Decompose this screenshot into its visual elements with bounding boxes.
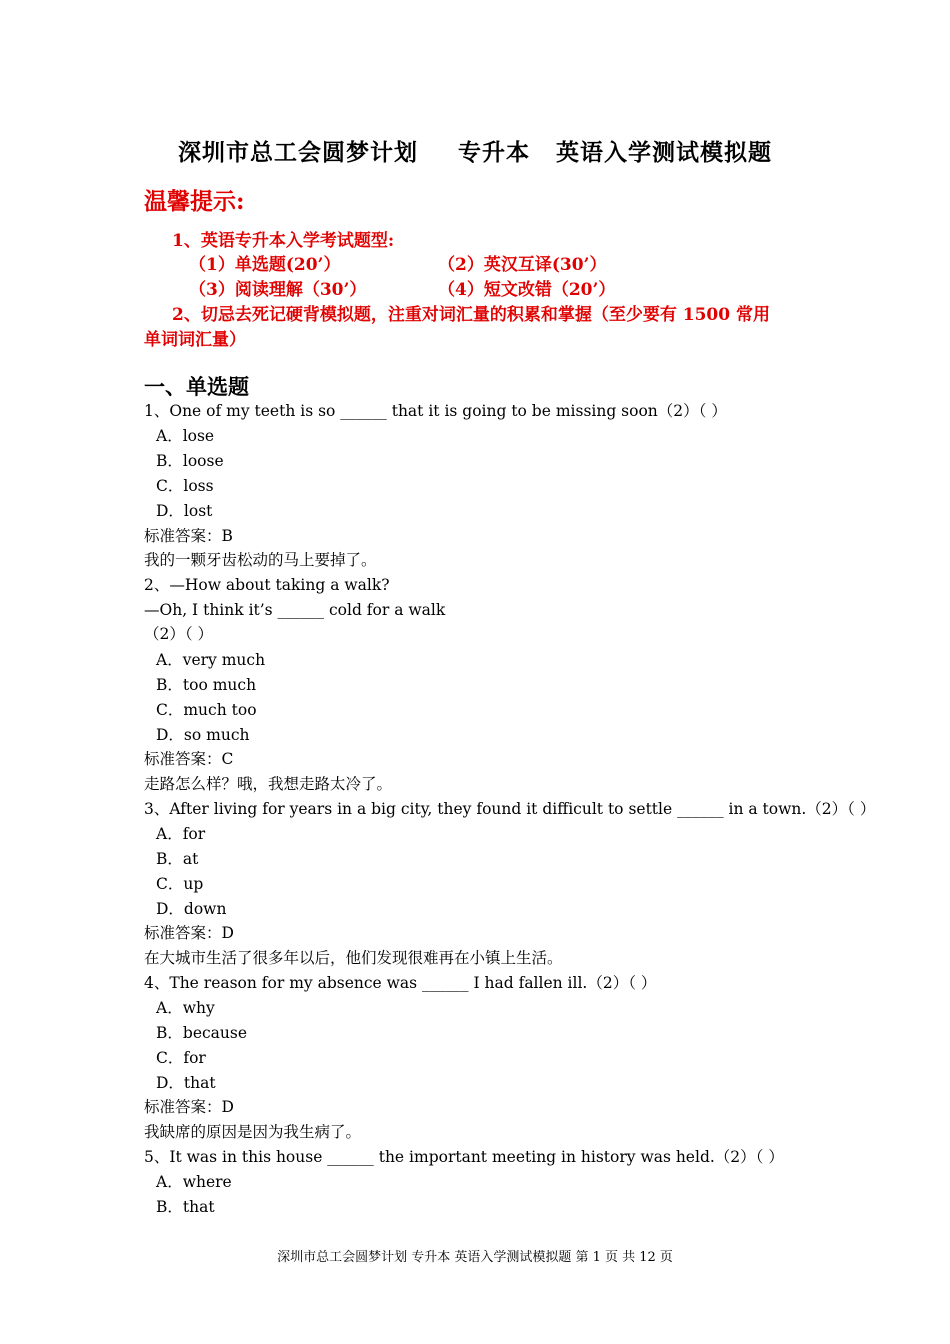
tips-type-3: （3）阅读理解（30’） [189, 280, 367, 300]
question-4-answer: 标准答案：D [144, 1098, 234, 1116]
tips-type-2: （2）英汉互译(30’） [438, 255, 607, 275]
question-4-option-d: D．that [156, 1074, 216, 1092]
question-3-option-b: B．at [156, 850, 199, 868]
title-part-1: 深圳市总工会圆梦计划 [178, 139, 418, 166]
question-1-option-a: A．lose [156, 427, 215, 445]
question-3-stem: 3、After living for years in a big city, they found it difficult to settle ______ in a town.（2）（ ） [144, 800, 876, 818]
page-footer: 深圳市总工会圆梦计划 专升本 英语入学测试模拟题 第 1 页 共 12 页 [277, 1250, 673, 1265]
question-2-answer: 标准答案：C [144, 750, 234, 768]
title-part-2: 专升本 [458, 139, 530, 166]
tips-line-2: 2、切忌去死记硬背模拟题，注重对词汇量的积累和掌握（至少要有 1500 常用 [172, 305, 770, 325]
question-2-option-d: D．so much [156, 726, 250, 744]
question-3-answer: 标准答案：D [144, 924, 234, 942]
question-3-option-c: C．up [156, 875, 204, 893]
question-5-option-b: B．that [156, 1198, 215, 1216]
question-3-option-a: A．for [156, 825, 206, 843]
tips-line-2-continued: 单词词汇量） [144, 330, 246, 350]
question-2-stem-2: —Oh, I think it’s ______ cold for a walk [144, 601, 446, 619]
question-2-stem-3: （2）（ ） [144, 625, 214, 643]
question-1-answer: 标准答案：B [144, 527, 233, 545]
question-2-option-c: C．much too [156, 701, 257, 719]
question-3-explanation: 在大城市生活了很多年以后，他们发现很难再在小镇上生活。 [144, 949, 563, 967]
question-4-option-a: A．why [156, 999, 215, 1017]
question-4-explanation: 我缺席的原因是因为我生病了。 [144, 1123, 362, 1141]
tips-type-1: （1）单选题(20’） [189, 255, 341, 275]
question-1-stem: 1、One of my teeth is so ______ that it is going to be missing soon（2）（ ） [144, 402, 727, 420]
question-3-option-d: D．down [156, 900, 227, 918]
question-5-stem: 5、It was in this house ______ the important meeting in history was held.（2）（ ） [144, 1148, 784, 1166]
question-4-option-b: B．because [156, 1024, 248, 1042]
question-2-option-a: A．very much [156, 651, 266, 669]
question-5-option-a: A．where [156, 1173, 232, 1191]
title-part-3: 英语入学测试模拟题 [556, 139, 772, 166]
tips-type-4: （4）短文改错（20’） [438, 280, 616, 300]
tips-heading: 温馨提示: [144, 188, 245, 215]
page-title [0, 134, 950, 167]
question-1-option-d: D．lost [156, 502, 213, 520]
question-2-explanation: 走路怎么样？哦，我想走路太冷了。 [144, 775, 393, 793]
question-2-option-b: B．too much [156, 676, 257, 694]
question-1-option-b: B．loose [156, 452, 224, 470]
question-4-stem: 4、The reason for my absence was ______ I had fallen ill.（2）（ ） [144, 974, 657, 992]
section-heading: 一、单选题 [144, 374, 249, 399]
question-1-explanation: 我的一颗牙齿松动的马上要掉了。 [144, 551, 377, 569]
question-1-option-c: C．loss [156, 477, 214, 495]
question-4-option-c: C．for [156, 1049, 206, 1067]
question-2-stem-1: 2、—How about taking a walk? [144, 576, 390, 594]
tips-line-1: 1、英语专升本入学考试题型: [172, 231, 395, 251]
